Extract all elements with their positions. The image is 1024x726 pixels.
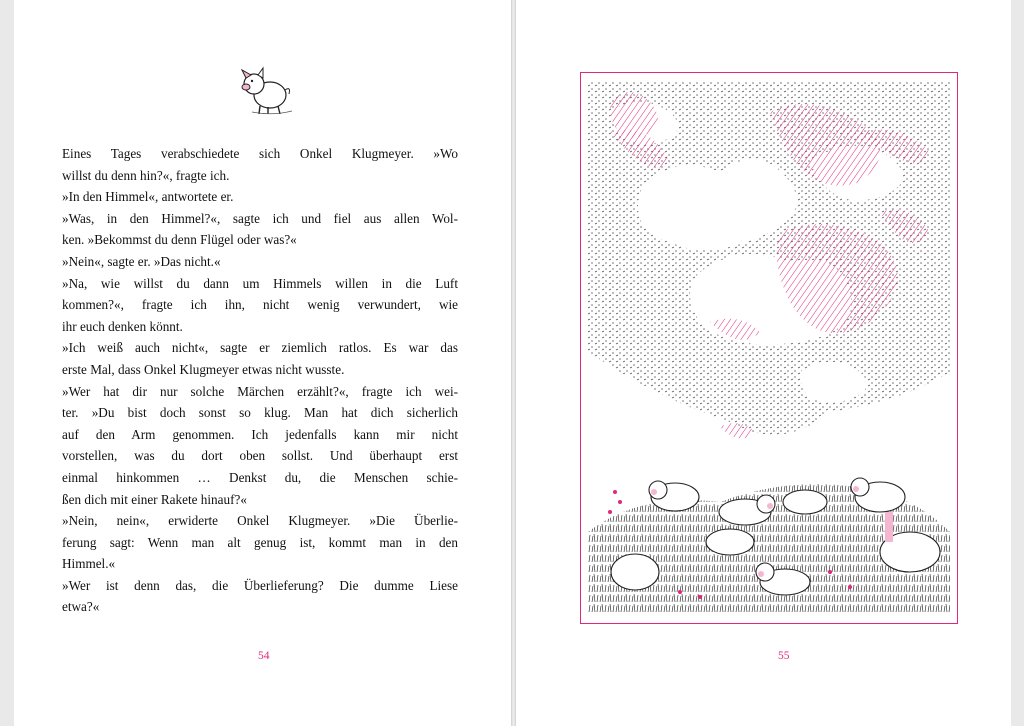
- text-line: Eines Tages verabschiedete sich Onkel Klugmeyer. »Wo: [62, 146, 458, 161]
- left-page: [14, 0, 511, 726]
- text-line: »Wer hat dir nur solche Märchen erzählt?«, fragte ich wei-: [62, 383, 458, 399]
- pigs-under-clouds-illustration: [580, 72, 958, 624]
- text-line: ken. »Bekommst du denn Flügel oder was?«: [62, 232, 297, 248]
- text-line: »Na, wie willst du dann um Himmels willen in die Luft: [62, 275, 458, 291]
- text-line: einmal hinkommen … Denkst du, die Menschen schie-: [62, 469, 458, 485]
- text-line: »Ich weiß auch nicht«, sagte er ziemlich ratlos. Es war das: [62, 340, 458, 356]
- right-page: [516, 0, 1011, 726]
- page-number: 55: [778, 650, 790, 662]
- text-line: ter. »Du bist doch sonst so klug. Man hat dich sicherlich: [62, 405, 458, 421]
- text-line: ihr euch denken könnt.: [62, 318, 183, 334]
- text-line: kommen?«, fragte ich ihn, nicht wenig verwundert, wie: [62, 297, 458, 313]
- text-line: ßen dich mit einer Rakete hinauf?«: [62, 491, 247, 507]
- text-line: vorstellen, was du dort oben sollst. Und überhaupt erst: [62, 448, 458, 464]
- text-line: Himmel.«: [62, 556, 116, 572]
- text-line: etwa?«: [62, 599, 100, 615]
- text-line: ferung sagt: Wenn man alt genug ist, kommt man in den: [62, 534, 458, 550]
- pig-icon: [232, 62, 298, 118]
- text-line: erste Mal, dass Onkel Klugmeyer etwas nicht wusste.: [62, 361, 345, 377]
- page-number: 54: [258, 650, 270, 662]
- text-line: auf den Arm genommen. Ich jedenfalls kann mir nicht: [62, 426, 458, 442]
- text-line: »In den Himmel«, antwortete er.: [62, 189, 234, 205]
- text-line: »Wer ist denn das, die Überlieferung? Die dumme Liese: [62, 577, 458, 593]
- text-line: »Was, in den Himmel?«, sagte ich und fiel aus allen Wol-: [62, 210, 458, 226]
- text-line: »Nein, nein«, erwiderte Onkel Klugmeyer. »Die Überlie-: [62, 513, 458, 529]
- text-line: »Nein«, sagte er. »Das nicht.«: [62, 253, 221, 269]
- text-line: willst du denn hin?«, fragte ich.: [62, 167, 230, 183]
- body-text: [62, 143, 458, 618]
